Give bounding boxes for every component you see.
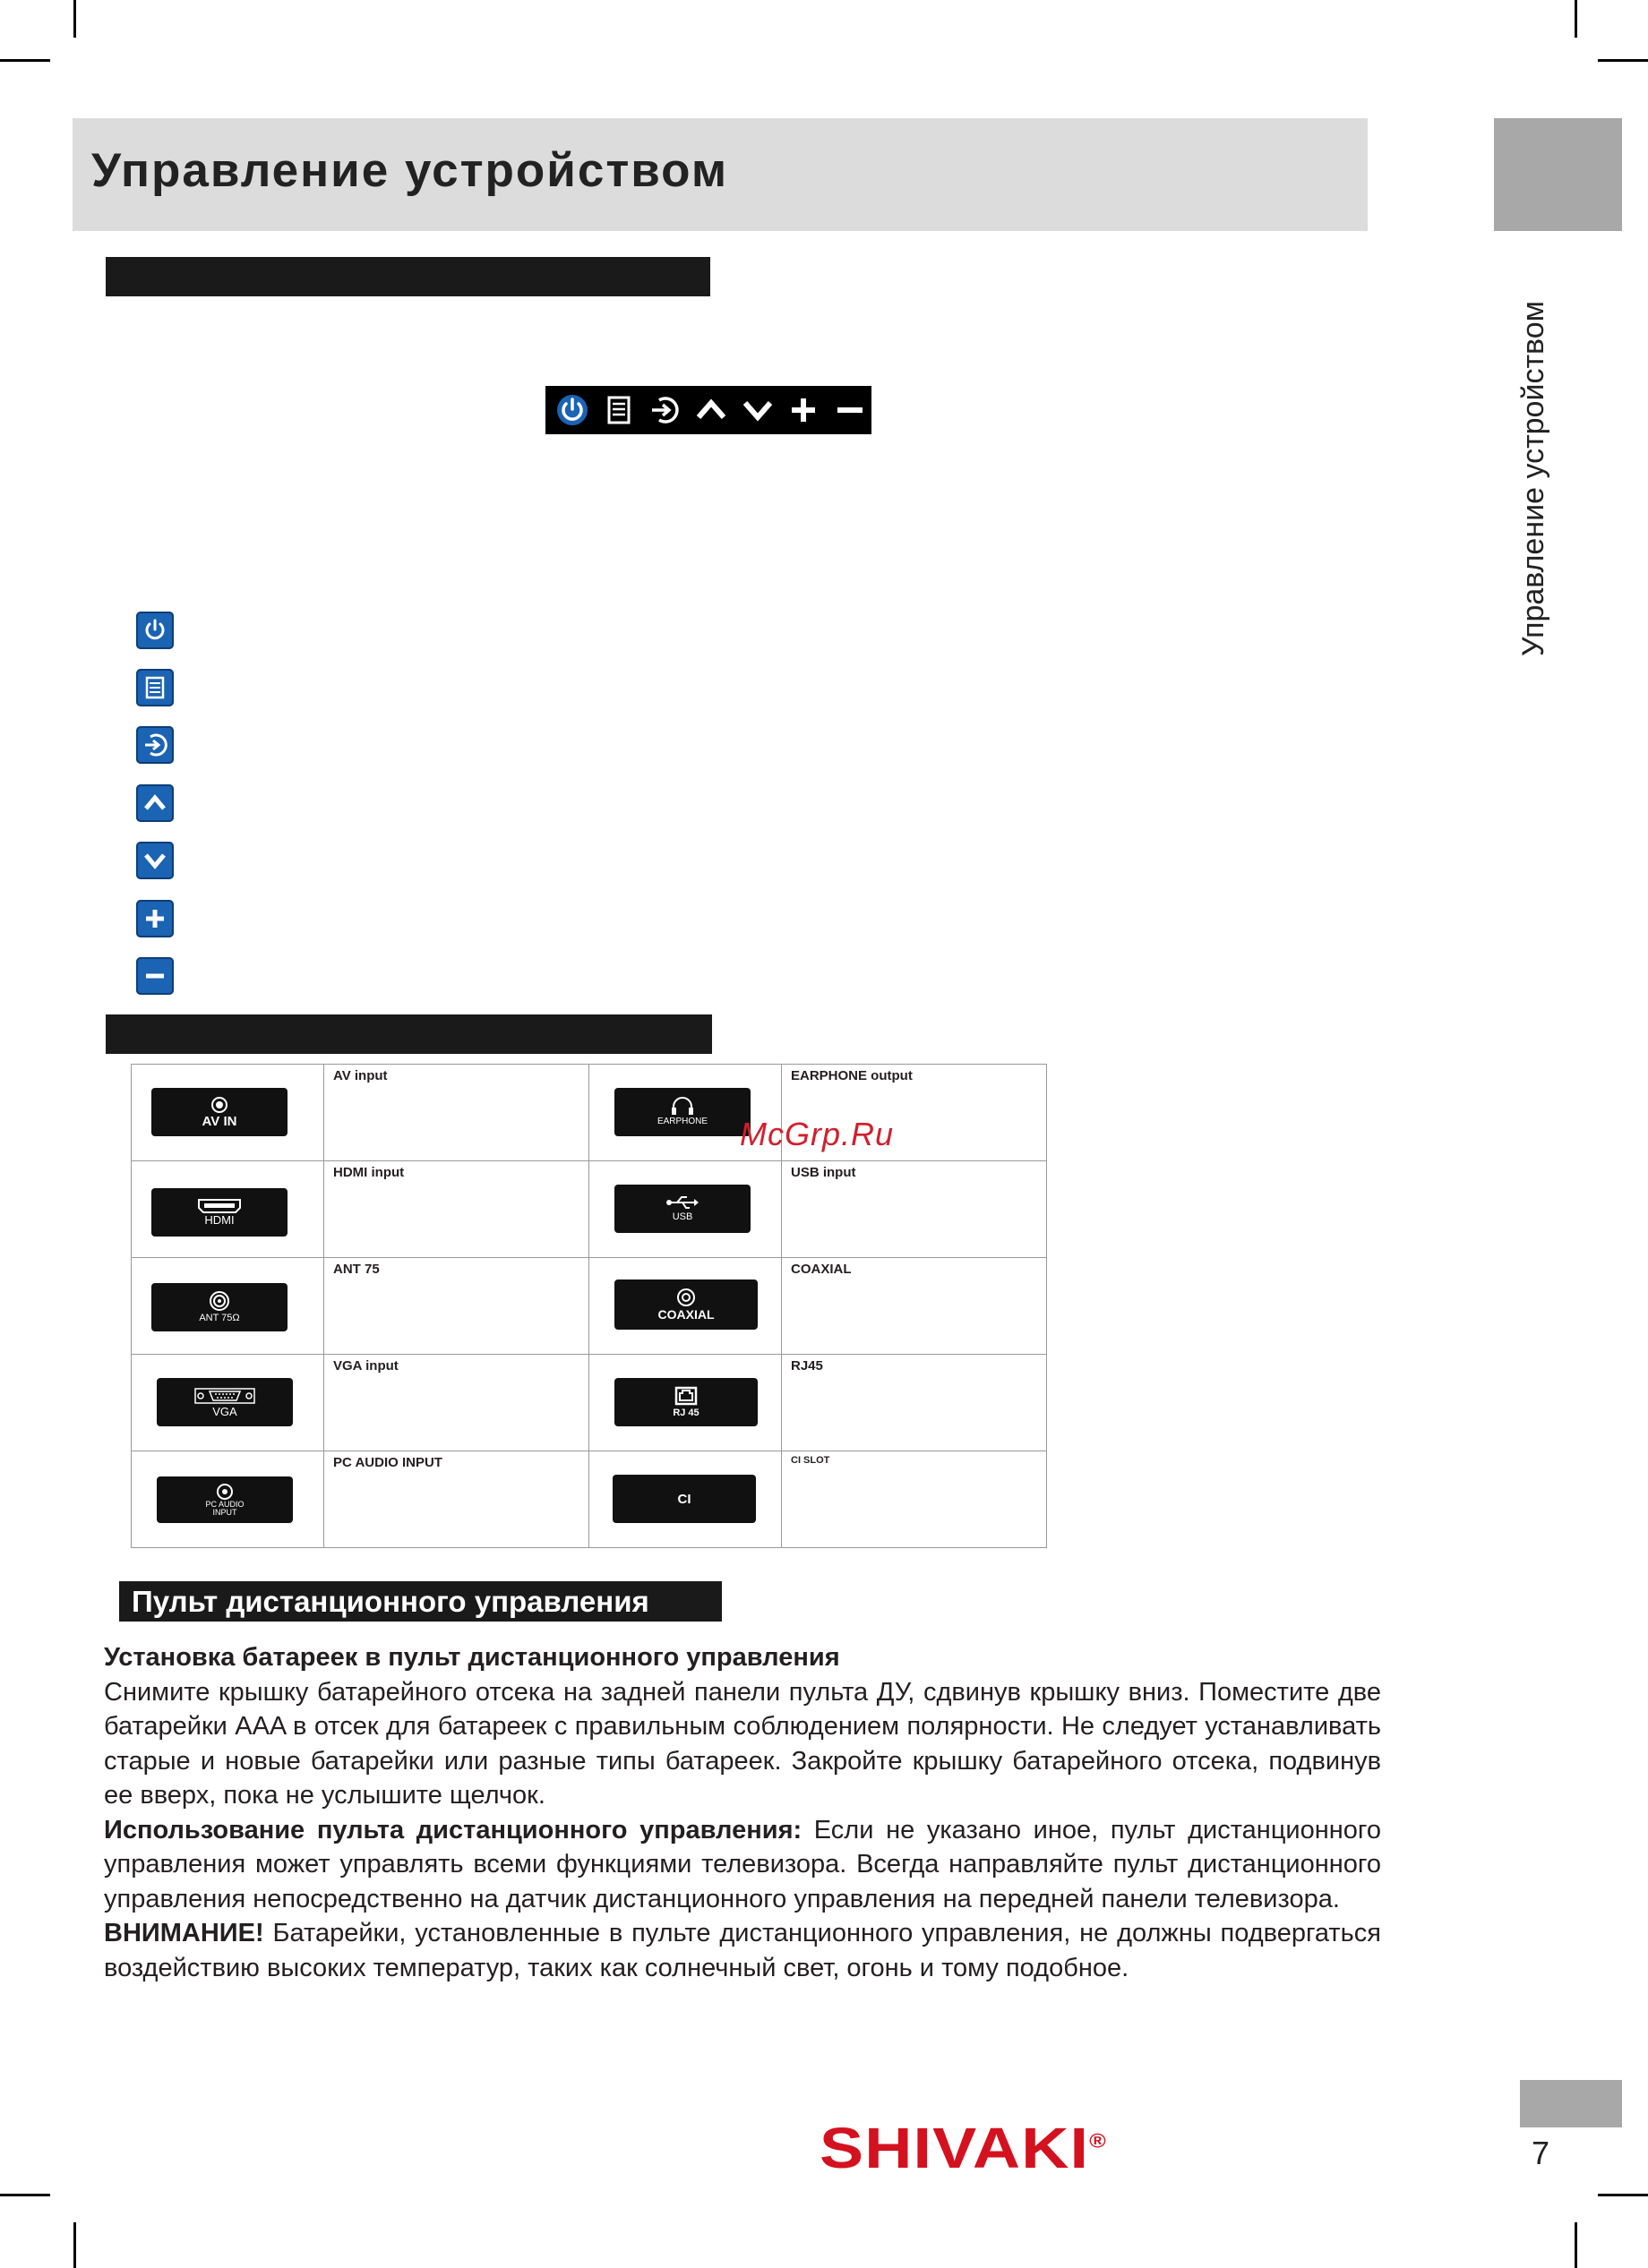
rj45-port: RJ 45 [614, 1378, 758, 1426]
page-number-block [1520, 2080, 1622, 2127]
port-label: COAXIAL [791, 1262, 852, 1277]
usage-heading: Использование пульта дистанционного управления: [104, 1815, 803, 1844]
audio-jack-icon [216, 1483, 234, 1501]
port-label: VGA input [333, 1358, 399, 1374]
minus-icon [136, 957, 174, 995]
pc-audio-port: PC AUDIO INPUT [157, 1476, 293, 1523]
side-tab-block [1494, 118, 1622, 231]
table-row [132, 1258, 1047, 1355]
usage-paragraph: Использование пульта дистанционного управления: Если не указано иное, пульт дистанционного управления может управлять всеми функциями телевизора. Всегда направляйте пульт дистанционного управления непосредственно на датчик дистанционного управления на передней панели телевизора. [104, 1815, 1381, 1913]
crop-mark [73, 0, 76, 38]
plus-icon [783, 389, 826, 432]
port-label: AV input [333, 1068, 388, 1083]
down-icon [136, 842, 174, 879]
antenna-jack-icon [209, 1290, 230, 1312]
section-bar-ports [106, 1014, 712, 1054]
crop-mark [1598, 59, 1648, 62]
side-tab-title: Управление устройством [1516, 301, 1550, 656]
coaxial-icon [676, 1288, 696, 1307]
crop-mark [1575, 2222, 1577, 2268]
table-row [132, 1451, 1047, 1548]
port-label: ANT 75 [333, 1262, 380, 1277]
warning-paragraph: ВНИМАНИЕ! Батарейки, установленные в пульте дистанционного управления, не должны подвергаться воздействию высоких температур, таких как солнечный свет, огонь и тому подобное. [104, 1919, 1381, 1982]
av-in-port: AV IN [151, 1088, 288, 1136]
rj45-icon [674, 1385, 699, 1407]
vga-icon [193, 1386, 256, 1406]
down-icon [736, 389, 779, 432]
vga-port: VGA [157, 1378, 293, 1426]
power-icon [551, 389, 594, 432]
port-label: USB input [791, 1165, 856, 1180]
up-icon [136, 784, 174, 822]
crop-mark [73, 2222, 76, 2268]
hdmi-port: HDMI [151, 1188, 288, 1237]
coaxial-port: COAXIAL [614, 1279, 758, 1330]
source-icon [136, 726, 174, 764]
ports-table [131, 1064, 1047, 1548]
battery-heading: Установка батареек в пульт дистанционного управления [104, 1643, 840, 1672]
usb-icon [665, 1194, 700, 1211]
port-label: PC AUDIO INPUT [333, 1455, 442, 1470]
port-label: HDMI input [333, 1165, 405, 1180]
up-icon [690, 389, 733, 432]
page-number: 7 [1532, 2135, 1550, 2171]
battery-paragraph: Снимите крышку батарейного отсека на задней панели пульта ДУ, сдвинув крышку вниз. Поместите две батарейки AAA в отсек для батареек с правильным соблюдением полярности. Не следует устанавливать старые и новые батарейки или разные типы батареек. Закройте крышку батарейного отсека, подвинув ее вверх, пока не услышите щелчок. [104, 1677, 1381, 1810]
crop-mark [0, 59, 50, 62]
remote-section-title: Пульт дистанционного управления [119, 1581, 722, 1622]
ci-slot-port: CI [613, 1475, 756, 1523]
minus-icon [828, 389, 871, 432]
crop-mark [0, 2194, 50, 2196]
hdmi-icon [197, 1198, 242, 1214]
page-title: Управление устройством [91, 144, 729, 197]
port-label: EARPHONE output [791, 1068, 913, 1083]
headphone-icon [669, 1096, 696, 1116]
watermark: McGrp.Ru [740, 1116, 895, 1152]
menu-icon [597, 389, 640, 432]
usb-port: USB [614, 1185, 751, 1233]
brand-logo: SHIVAKI® [820, 2116, 1107, 2180]
control-strip [545, 386, 871, 434]
power-icon [136, 612, 174, 649]
jack-icon [210, 1096, 228, 1114]
plus-icon [136, 900, 174, 937]
ant-port: ANT 75Ω [151, 1283, 288, 1331]
remote-text [104, 1640, 1381, 1985]
port-label: CI SLOT [791, 1455, 830, 1466]
crop-mark [1598, 2194, 1648, 2196]
table-row [132, 1161, 1047, 1258]
warning-heading: ВНИМАНИЕ! [104, 1919, 264, 1947]
table-row [132, 1355, 1047, 1451]
source-icon [643, 389, 686, 432]
earphone-port: EARPHONE [614, 1088, 751, 1136]
port-label: RJ45 [791, 1358, 823, 1374]
section-bar-panel [106, 257, 710, 296]
table-row [132, 1065, 1047, 1161]
menu-icon [136, 669, 174, 706]
crop-mark [1575, 0, 1577, 38]
